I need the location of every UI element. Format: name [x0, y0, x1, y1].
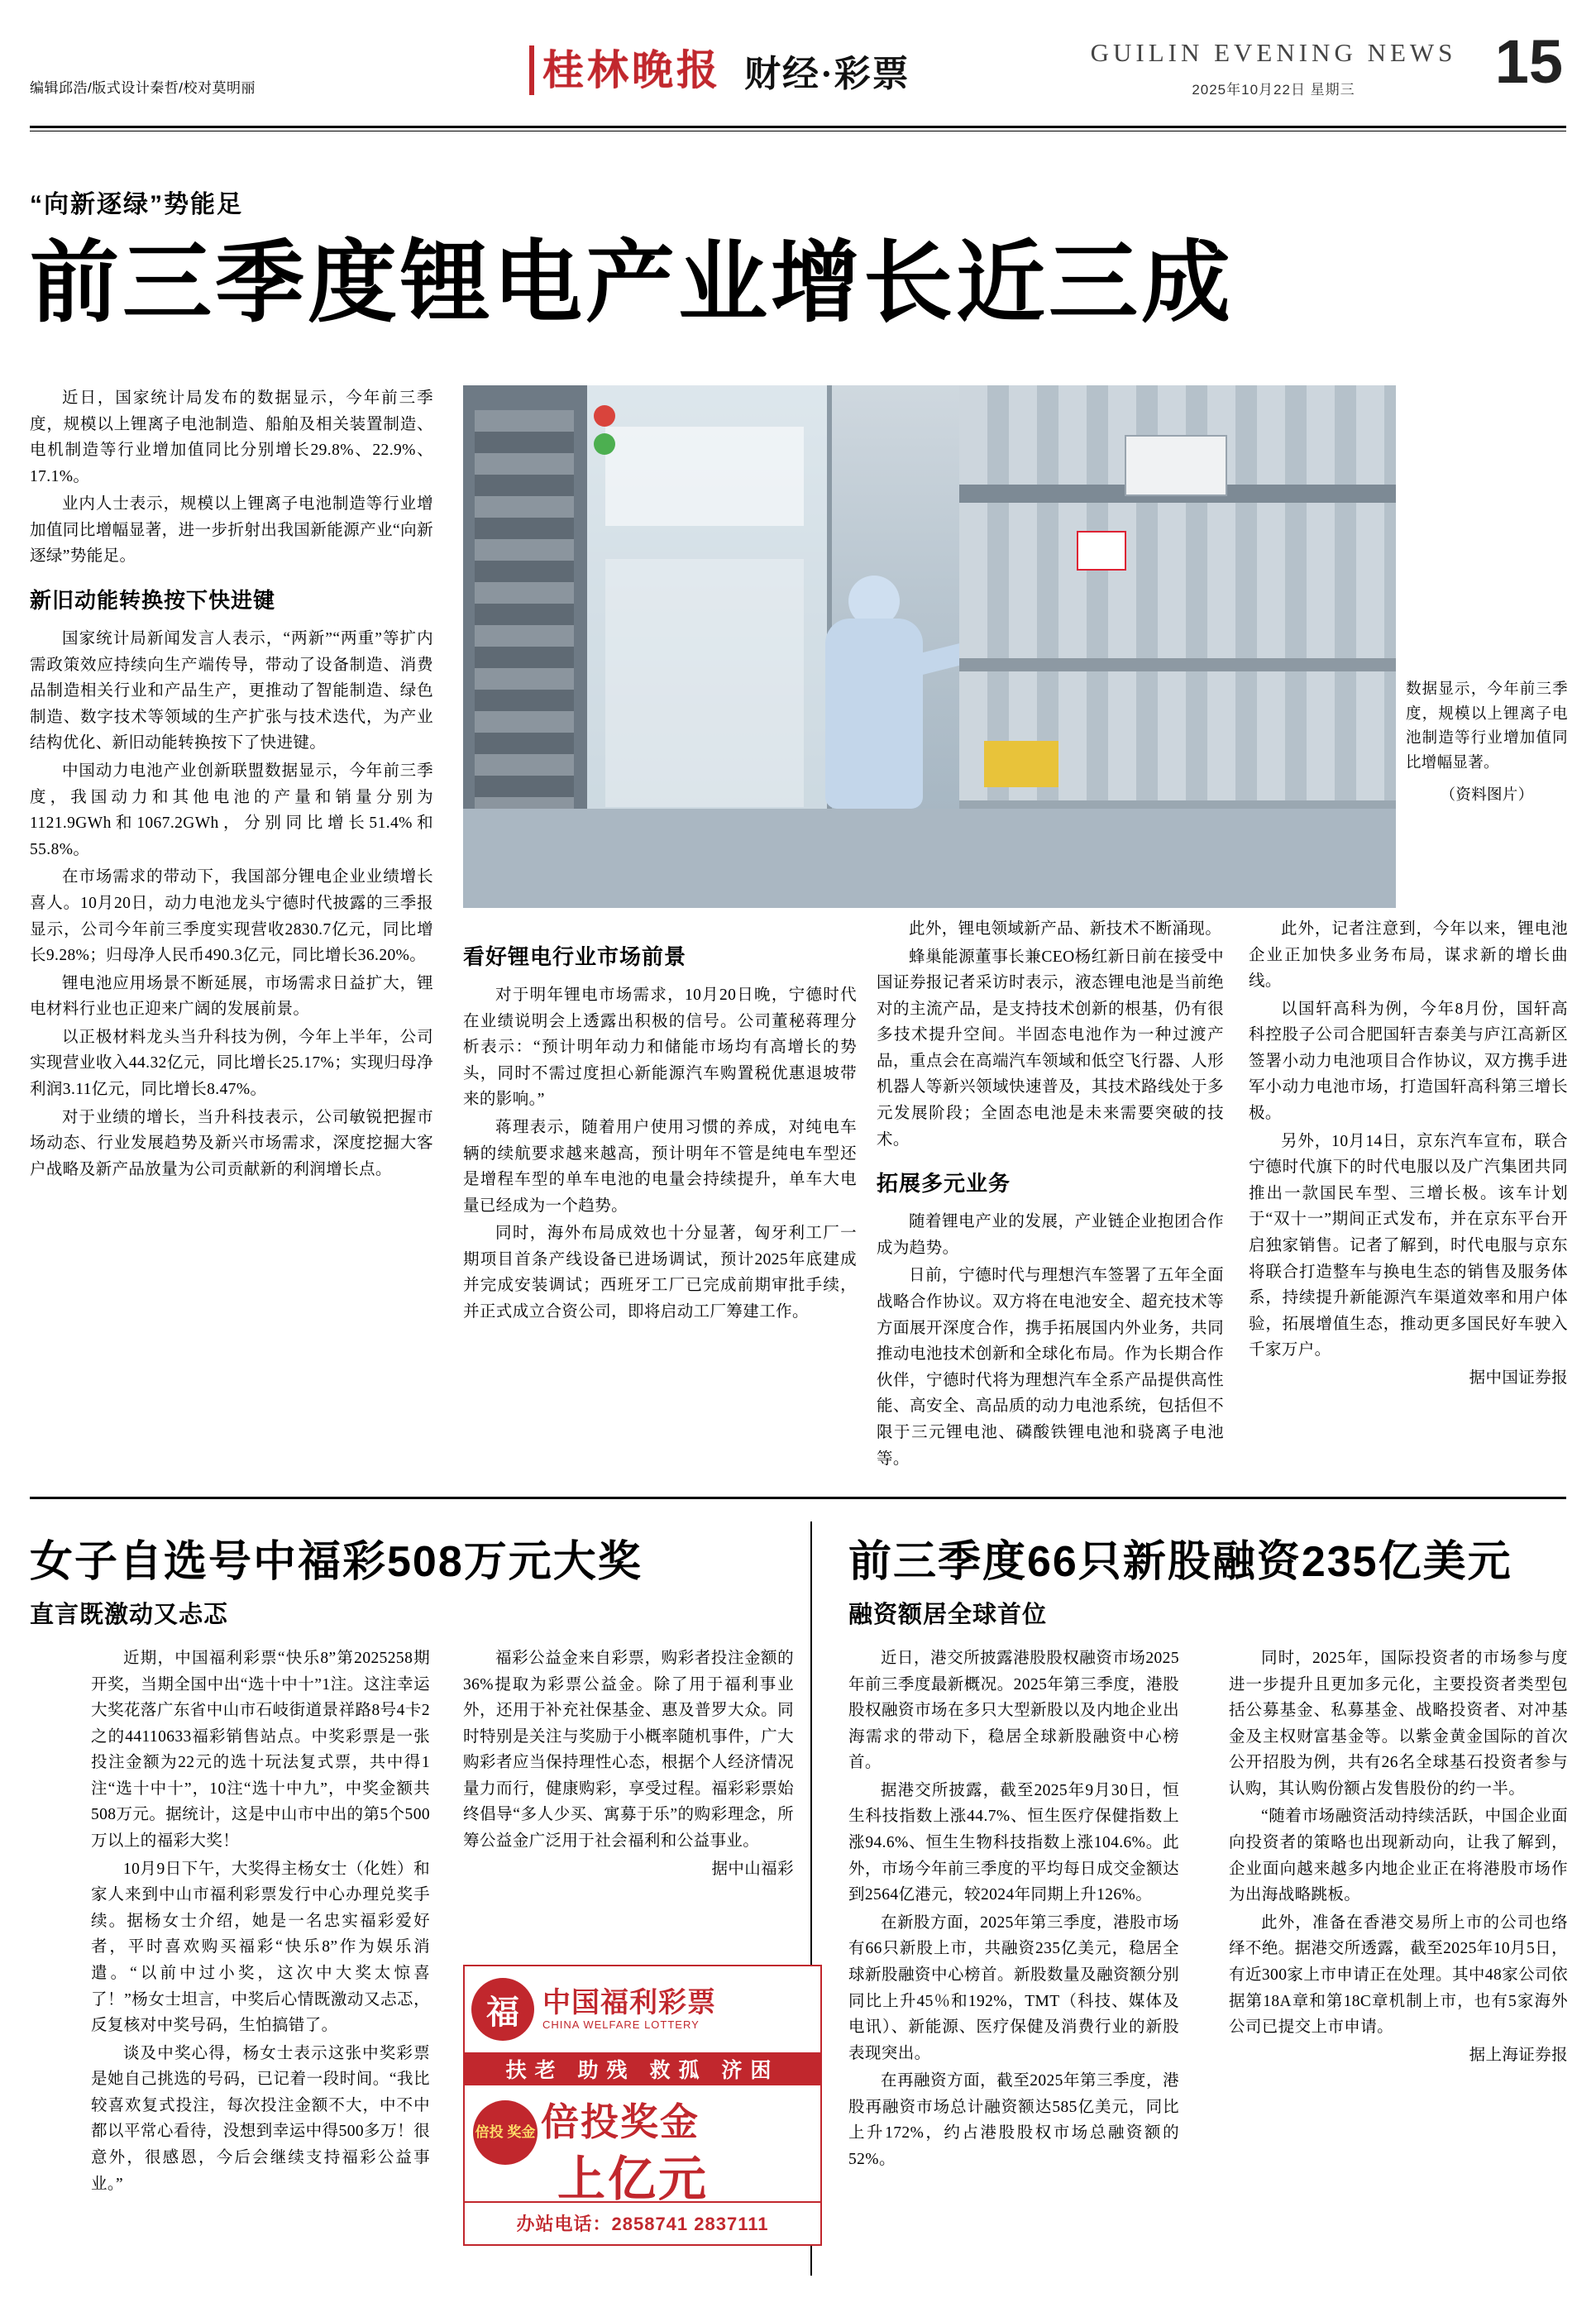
lead-para: 近日，国家统计局发布的数据显示，今年前三季度，规模以上锂离子电池制造、船舶及相关装置制造、电机制造等行业增加值同比分别增长29.8%、22.9%、17.1%。 — [30, 389, 433, 485]
lead-column-1 — [30, 385, 433, 1184]
lead-para: 以正极材料龙头当升科技为例，今年上半年，公司实现营业收入44.32亿元，同比增长25.17%；实现归母净利润3.11亿元，同比增长8.47%。 — [30, 1028, 433, 1098]
ad-slogan: 扶老 助残 救孤 济困 — [465, 2052, 820, 2085]
masthead-center — [529, 35, 1058, 106]
lead-column-4 — [1249, 916, 1568, 1392]
right-para: 此外，准备在香港交易所上市的公司也络绎不绝。据港交所透露，截至2025年10月5日，有近300家上市申请正在处理。其中48家公司依据第18A章和第18C章机制上市，也有5家海外公司已提交上市申请。 — [1229, 1913, 1568, 2037]
left-article-column-1 — [91, 1646, 430, 2199]
lead-para: 同时，海外布局成效也十分显著，匈牙利工厂一期项目首条产线设备已进场调试，预计2025年底建成并完成安装调试；西班牙工厂已完成前期审批手续，并正式成立合资公司，即将启动工厂筹建工作。 — [463, 1225, 857, 1321]
section-divider-horizontal — [30, 1497, 1566, 1499]
left-article-column-2 — [463, 1646, 794, 1884]
masthead-rule — [30, 126, 1566, 128]
right-para: 近日，港交所披露港股股权融资市场2025年前三季度最新概况。2025年第三季度，港股股权融资市场在多只大型新股以及内地企业出海需求的带动下，稳居全球新股融资中心榜首。 — [848, 1650, 1179, 1772]
masthead — [0, 0, 1596, 124]
photo-credit: （资料图片） — [1440, 787, 1534, 805]
lead-para: 随着锂电产业的发展，产业链企业抱团合作成为趋势。 — [877, 1213, 1224, 1257]
ad-brand-en: CHINA WELFARE LOTTERY — [542, 2018, 700, 2032]
lead-column-3 — [877, 916, 1224, 1474]
right-article-subhead: 融资额居全球首位 — [848, 1602, 1048, 1628]
lead-para: 业内人士表示，规模以上锂离子电池制造等行业增加值同比增幅显著，进一步折射出我国新能源产业“向新逐绿”势能足。 — [30, 495, 433, 566]
lead-para: 以国轩高科为例，今年8月份，国轩高科控股子公司合肥国轩吉泰美与庐江高新区签署小动力电池项目合作协议，双方携手进军小动力电池市场，打造国轩高科第三增长极。 — [1249, 1000, 1568, 1123]
right-para: 在新股方面，2025年第三季度，港股市场有66只新股上市，共融资235亿美元，稳居全球新股融资中心榜首。新股数量及融资额分别同比上升45％和192%，TMT（科技、媒体及电讯）、新能源、医疗保健及消费行业的新股表现突出。 — [848, 1913, 1179, 2062]
paper-english-name: GUILIN EVENING NEWS — [1090, 38, 1457, 67]
ad-promo — [465, 2085, 820, 2206]
welfare-lottery-logo-icon: 福 — [471, 1978, 534, 2041]
lead-photo — [463, 385, 1396, 908]
lead-headline: 前三季度锂电产业增长近三成 — [30, 232, 1235, 332]
left-article-headline: 女子自选号中福彩508万元大奖 — [30, 1538, 643, 1586]
lead-para: 中国动力电池产业创新联盟数据显示，今年前三季度，我国动力和其他电池的产量和销量分别为1121.9GWh和1067.2GWh，分别同比增长51.4%和55.8%。 — [30, 762, 433, 858]
photo-caption-text: 数据显示，今年前三季度，规模以上锂离子电池制造等行业增加值同比增幅显著。 — [1406, 681, 1568, 771]
right-para: 在再融资方面，截至2025年第三季度，港股再融资市场总计融资额达585亿美元，同比上升172%，约占港股股权市场总融资额的52%。 — [848, 2072, 1179, 2168]
lead-para: 此外，记者注意到，今年以来，锂电池企业正加快多业务布局，谋求新的增长曲线。 — [1249, 920, 1568, 991]
left-para: 10月9日下午，大奖得主杨女士（化姓）和家人来到中山市福利彩票发行中心办理兑奖手续。据杨女士介绍，她是一名忠实福彩爱好者，平时喜欢购买福彩“快乐8”作为娱乐消遣。“以前中过小奖，这次中大奖太惊喜了！”杨女士坦言，中奖后心情既激动又忐忑，反复核对中奖号码，生怕搞错了。 — [91, 1860, 430, 2035]
right-para: 据港交所披露，截至2025年9月30日，恒生科技指数上涨44.7%、恒生医疗保健指数上涨94.6%、恒生生物科技指数上涨104.6%。此外，市场今年前三季度的平均每日成交金额达到2564亿港元，较2024年同期上升126%。 — [848, 1781, 1179, 1904]
lead-para: 锂电池应用场景不断延展，市场需求日益扩大，锂电材料行业也正迎来广阔的发展前景。 — [30, 974, 433, 1019]
right-article-headline: 前三季度66只新股融资235亿美元 — [848, 1538, 1512, 1586]
photo-caption — [1406, 678, 1568, 824]
right-article-source: 据上海证券报 — [1469, 2046, 1568, 2064]
lottery-advertisement[interactable] — [463, 1965, 822, 2246]
issue-date: 2025年10月22日 星期三 — [1192, 82, 1355, 98]
lead-para: 另外，10月14日，京东汽车宣布，联合宁德时代旗下的时代电服以及广汽集团共同推出一款国民车型、三增长极。该车计划于“双十一”期间正式发布，并在京东平台开启独家销售。记者了解到，时代电服与京东将联合打造整车与换电生态的销售及服务体系，持续提升新能源汽车渠道效率和用户体验，拓展增值生态，推动更多国民好车驶入千家万户。 — [1249, 1132, 1568, 1359]
page-number: 15 — [1494, 27, 1563, 96]
left-para: 谈及中奖心得，杨女士表示这张中奖彩票是她自己挑选的号码，已记着一段时间。“我比较喜欢复式投注，每次投注金额不大，中不中都以平常心看待，没想到幸运中得500多万！很意外，很感恩，今后会继续支持福彩公益事业。” — [91, 2044, 430, 2193]
left-article-subhead: 直言既激动又忐忑 — [30, 1602, 229, 1628]
right-para: “随着市场融资活动持续活跃，中国企业面向投资者的策略也出现新动向，让我了解到，企业面向越来越多内地企业正在将港股市场作为出海战略跳板。 — [1229, 1808, 1568, 1904]
lead-para: 此外，锂电领域新产品、新技术不断涌现。 — [909, 920, 1222, 938]
lead-para: 在市场需求的带动下，我国部分锂电企业业绩增长喜人。10月20日，动力电池龙头宁德时代披露的三季报显示，公司今年前三季度实现营收2830.7亿元，同比增长9.28%；归母净人民币490.3亿元，同比增长36.20%。 — [30, 868, 433, 965]
lead-para: 对于明年锂电市场需求，10月20日晚，宁德时代在业绩说明会上透露出积极的信号。公司董秘蒋理分析表示：“预计明年动力和储能市场均有高增长的势头，同时不需过度担心新能源汽车购置税优惠退坡带来的影响。” — [463, 986, 857, 1109]
lead-source: 据中国证券报 — [1469, 1369, 1568, 1387]
lead-kicker: “向新逐绿”势能足 — [30, 191, 243, 218]
left-article-source: 据中山福彩 — [711, 1860, 794, 1878]
editor-credit-line: 编辑邱浩/版式设计秦哲/校对莫明丽 — [30, 80, 256, 96]
left-para: 福彩公益金来自彩票，购彩者投注金额的36%提取为彩票公益金。除了用于福利事业外，还用于补充社保基金、惠及普罗大众。同时特别是关注与奖励于小概率随机事件，广大购彩者应当保持理性心态，根据个人经济情况量力而行，健康购彩，享受过程。福彩彩票始终倡导“多人少买、寓募于乐”的购彩理念，所筹公益金广泛用于社会福利和公益事业。 — [463, 1650, 794, 1851]
lead-para: 蒋理表示，随着用户使用习惯的养成，对纯电车辆的续航要求越来越高，预计明年不管是纯电车型还是增程车型的单车电池的电量会持续提升，单车大电量已经成为一个趋势。 — [463, 1119, 857, 1215]
paper-logo: 桂林晚报 — [529, 45, 729, 96]
ad-promo-line1: 倍投奖金 — [541, 2100, 700, 2143]
lead-subhead-2: 看好锂电行业市场前景 — [463, 944, 687, 969]
ad-seal-badge: 倍投 奖金 — [473, 2100, 538, 2165]
section-title: 财经·彩票 — [744, 54, 910, 94]
masthead-right — [1075, 38, 1472, 98]
lead-para: 日前，宁德时代与理想汽车签署了五年全面战略合作协议。双方将在电池安全、超充技术等方面展开深度合作，携手拓展国内外业务，共同推动电池技术创新和全球化布局。作为长期合作伙伴，宁德时代将为理想汽车全系产品提供高性能、高安全、高品质的动力电池系统，包括但不限于三元锂电池、磷酸铁锂电池和骁离子电池等。 — [877, 1267, 1224, 1468]
lead-subhead-1: 新旧动能转换按下快进键 — [30, 588, 276, 614]
left-para: 近期，中国福利彩票“快乐8”第2025258期开奖，当期全国中出“选十中十”1注。这注幸运大奖花落广东省中山市石岐街道景祥路8号4卡2之的44110633福彩销售站点。中奖彩票是一张投注金额为22元的选十玩法复式票，共中得1注“选十中十”，10注“选十中九”，中奖金额共508万元。据统计，这是中山市中出的第5个500万以上的福彩大奖！ — [91, 1650, 430, 1851]
right-article-column-2 — [1229, 1646, 1568, 2070]
right-article-column-1 — [848, 1646, 1179, 2175]
ad-promo-line2: 上亿元 — [557, 2152, 710, 2206]
lead-para: 对于业绩的增长，当升科技表示，公司敏锐把握市场动态、行业发展趋势及新兴市场需求，深度挖掘大客户战略及新产品放量为公司贡献新的利润增长点。 — [30, 1108, 433, 1178]
lead-column-2 — [463, 916, 857, 1327]
ad-phone[interactable]: 办站电话：2858741 2837111 — [465, 2201, 820, 2243]
right-para: 同时，2025年，国际投资者的市场参与度进一步提升且更加多元化，主要投资者类型包括公募基金、私募基金、战略投资者、对冲基金及主权财富基金等。以紫金黄金国际的首次公开招股为例，共有26名全球基石投资者参与认购，其认购份额占发售股份的约一半。 — [1229, 1650, 1568, 1798]
lead-subhead-3: 拓展多元业务 — [877, 1171, 1011, 1197]
ad-brand-cn: 中国福利彩票 — [542, 1986, 716, 2018]
lead-para: 国家统计局新闻发言人表示，“两新”“两重”等扩内需政策效应持续向生产端传导，带动了设备制造、消费品制造相关行业和产品生产，更推动了智能制造、绿色制造、数字技术等领域的生产扩张与技术迭代，为产业结构优化、新旧动能转换按下了快进键。 — [30, 630, 433, 752]
ad-brand-row — [465, 1966, 820, 2052]
lead-para: 蜂巢能源董事长兼CEO杨红新日前在接受中国证券报记者采访时表示，液态锂电池是当前绝对的主流产品，是支持技术创新的根基，仍有很多技术提升空间。半固态电池作为一种过渡产品，重点会在高端汽车领域和低空飞行器、人形机器人等新兴领域快速普及，其技术路线处于多元发展阶段；全固态电池是未来需要突破的技术。 — [877, 948, 1224, 1149]
